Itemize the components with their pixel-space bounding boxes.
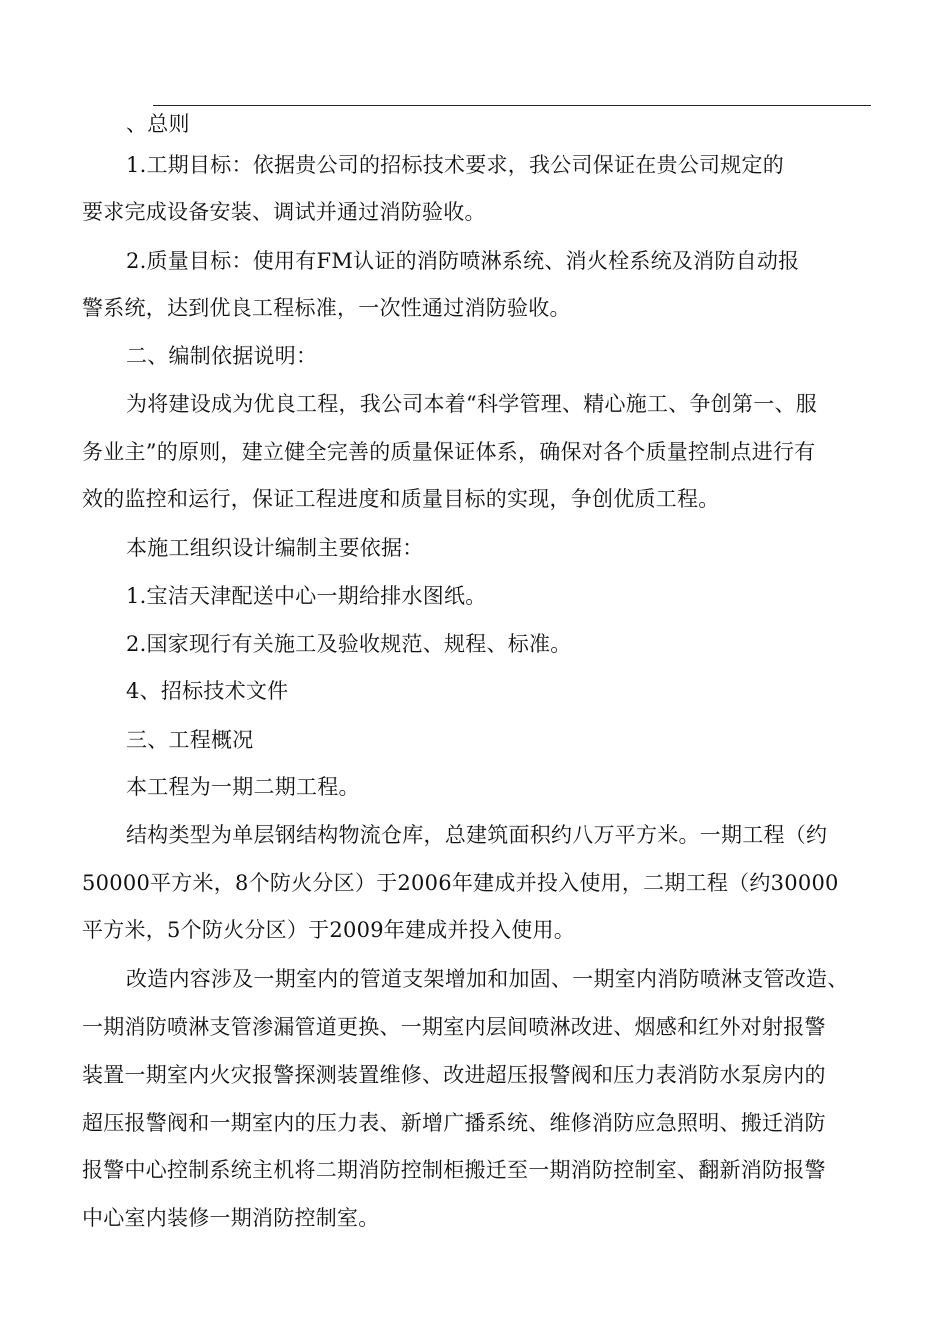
list-item: 1.宝洁天津配送中心一期给排水图纸。 <box>126 584 487 608</box>
paragraph-line: 报警中心控制系统主机将二期消防控制柜搬迁至一期消防控制室、翻新消防报警 <box>82 1158 826 1182</box>
paragraph-line: 本工程为一期二期工程。 <box>126 775 360 799</box>
paragraph-line: 1.工期目标：依据贵公司的招标技术要求，我公司保证在贵公司规定的 <box>126 153 785 177</box>
paragraph-line: 务业主”的原则，建立健全完善的质量保证体系，确保对各个质量控制点进行有 <box>82 440 816 464</box>
section-heading-overview: 三、工程概况 <box>126 728 254 752</box>
paragraph-line: 改造内容涉及一期室内的管道支架增加和加固、一期室内消防喷淋支管改造、 <box>126 967 849 991</box>
paragraph-line: 要求完成设备安装、调试并通过消防验收。 <box>82 200 486 224</box>
paragraph-line: 50000平方米，8个防火分区）于2006年建成并投入使用，二期工程（约30000 <box>82 871 839 895</box>
paragraph-line: 中心室内装修一期消防控制室。 <box>82 1206 380 1230</box>
paragraph-line: 结构类型为单层钢结构物流仓库，总建筑面积约八万平方米。一期工程（约 <box>126 823 828 847</box>
section-heading-general: 、总则 <box>126 112 190 136</box>
paragraph-line: 平方米，5个防火分区）于2009年建成并投入使用。 <box>82 918 576 942</box>
paragraph-line: 一期消防喷淋支管渗漏管道更换、一期室内层间喷淋改进、烟感和红外对射报警 <box>82 1015 826 1039</box>
list-item: 4、招标技术文件 <box>126 679 289 703</box>
paragraph-line: 本施工组织设计编制主要依据： <box>126 536 424 560</box>
paragraph-line: 为将建设成为优良工程，我公司本着“科学管理、精心施工、争创第一、服 <box>126 392 817 416</box>
paragraph-line: 2.质量目标：使用有FM认证的消防喷淋系统、消火栓系统及消防自动报 <box>126 249 800 273</box>
paragraph-line: 超压报警阀和一期室内的压力表、新增广播系统、维修消防应急照明、搬迁消防 <box>82 1111 826 1135</box>
section-heading-basis: 二、编制依据说明： <box>126 344 318 368</box>
paragraph-line: 警系统，达到优良工程标准，一次性通过消防验收。 <box>82 296 571 320</box>
list-item: 2.国家现行有关施工及验收规范、规程、标准。 <box>126 632 572 656</box>
paragraph-line: 装置一期室内火灾报警探测装置维修、改进超压报警阀和压力表消防水泵房内的 <box>82 1063 826 1087</box>
header-rule <box>153 105 871 106</box>
paragraph-line: 效的监控和运行，保证工程进度和质量目标的实现，争创优质工程。 <box>82 487 720 511</box>
